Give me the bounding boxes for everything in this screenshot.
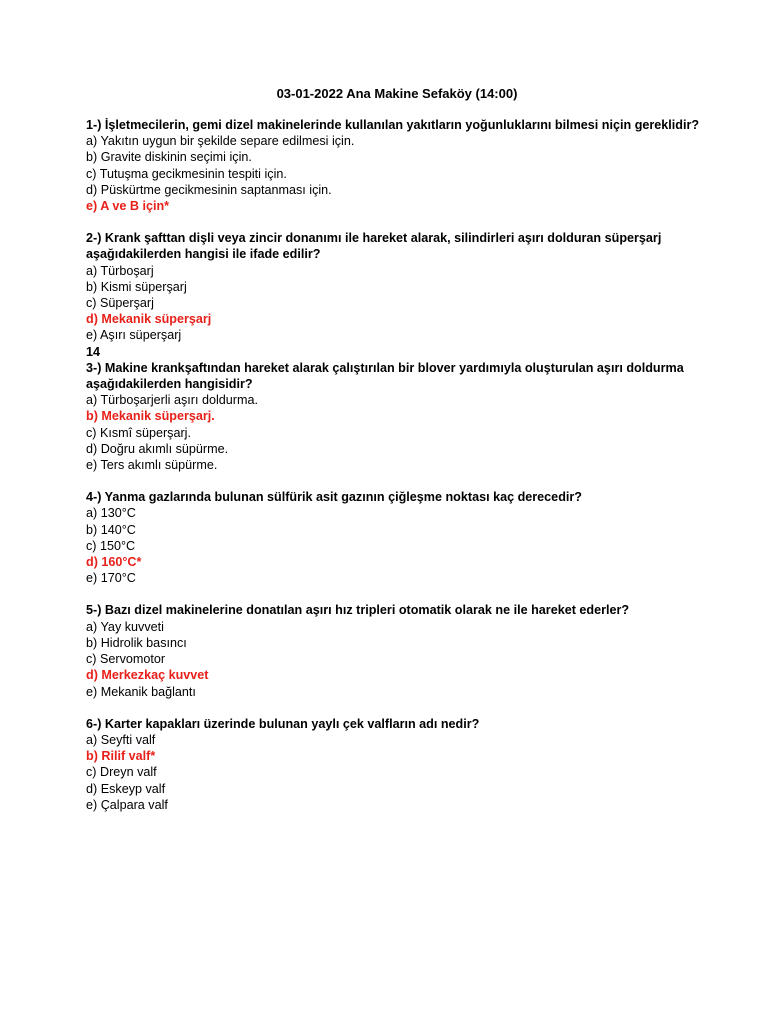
- option-b: b) Gravite diskinin seçimi için.: [86, 150, 252, 165]
- document-title: 03-01-2022 Ana Makine Sefaköy (14:00): [276, 86, 518, 101]
- question-stem: 5-) Bazı dizel makinelerine donatılan aşırı hız tripleri otomatik olarak ne ile hareket ederler?: [86, 603, 630, 618]
- option-d: d) Püskürtme gecikmesinin saptanması için.: [86, 182, 332, 197]
- option-a: a) Seyfti valf: [86, 732, 156, 747]
- option-b: b) Hidrolik basıncı: [86, 635, 187, 650]
- option-d-correct: d) Mekanik süperşarj: [86, 312, 212, 327]
- option-a: a) Türboşarjerli aşırı doldurma.: [86, 393, 258, 408]
- question-2: [86, 230, 708, 343]
- question-stem: 6-) Karter kapakları üzerinde bulunan yaylı çek valfların adı nedir?: [86, 716, 480, 731]
- option-b-correct: b) Mekanik süperşarj.: [86, 409, 215, 424]
- option-list: [86, 619, 708, 700]
- option-b: b) Kismi süperşarj: [86, 279, 187, 294]
- question-3: [86, 360, 708, 473]
- option-e: e) Aşırı süperşarj: [86, 328, 182, 343]
- option-a: a) Türboşarj: [86, 263, 154, 278]
- option-d-correct: d) Merkezkaç kuvvet: [86, 668, 209, 683]
- option-list: [86, 732, 708, 813]
- option-e: e) Çalpara valf: [86, 797, 168, 812]
- option-c: c) Servomotor: [86, 652, 166, 667]
- option-e: e) 170°C: [86, 571, 136, 586]
- option-a: a) Yakıtın uygun bir şekilde separe edilmesi için.: [86, 134, 355, 149]
- option-e-correct: e) A ve B için*: [86, 199, 170, 214]
- option-e: e) Mekanik bağlantı: [86, 684, 196, 699]
- option-list: [86, 505, 708, 586]
- question-5: [86, 602, 708, 699]
- option-d: d) Doğru akımlı süpürme.: [86, 441, 229, 456]
- option-list: [86, 392, 708, 473]
- option-b-correct: b) Rilif valf*: [86, 749, 156, 764]
- question-6: [86, 716, 708, 813]
- option-a: a) Yay kuvveti: [86, 619, 164, 634]
- question-stem: 3-) Makine krankşaftından hareket alarak çalıştırılan bir blover yardımıyla oluşturulan aşırı doldurma aşağıdakilerden hangisidir?: [86, 360, 684, 392]
- option-c: c) Süperşarj: [86, 296, 154, 311]
- option-d-correct: d) 160°C*: [86, 555, 142, 570]
- option-c: c) Dreyn valf: [86, 765, 157, 780]
- question-1: [86, 117, 708, 214]
- option-e: e) Ters akımlı süpürme.: [86, 458, 218, 473]
- option-c: c) 150°C: [86, 538, 136, 553]
- page-marker: 14: [86, 344, 101, 359]
- option-c: c) Kısmî süperşarj.: [86, 425, 191, 440]
- option-list: [86, 263, 708, 344]
- option-d: d) Eskeyp valf: [86, 781, 166, 796]
- option-list: [86, 133, 708, 214]
- question-stem: 4-) Yanma gazlarında bulunan sülfürik asit gazının çiğleşme noktası kaç derecedir?: [86, 490, 582, 505]
- question-4: [86, 489, 708, 586]
- option-b: b) 140°C: [86, 522, 136, 537]
- question-stem: 1-) İşletmecilerin, gemi dizel makinelerinde kullanılan yakıtların yoğunluklarını bilmesi niçin gereklidir?: [86, 118, 700, 132]
- option-a: a) 130°C: [86, 506, 136, 521]
- question-stem: 2-) Krank şafttan dişli veya zincir donanımı ile hareket alarak, silindirleri aşırı dolduran süperşarj aşağıdakilerden hangisi ile ifade edilir?: [86, 231, 662, 262]
- option-c: c) Tutuşma gecikmesinin tespiti için.: [86, 166, 287, 181]
